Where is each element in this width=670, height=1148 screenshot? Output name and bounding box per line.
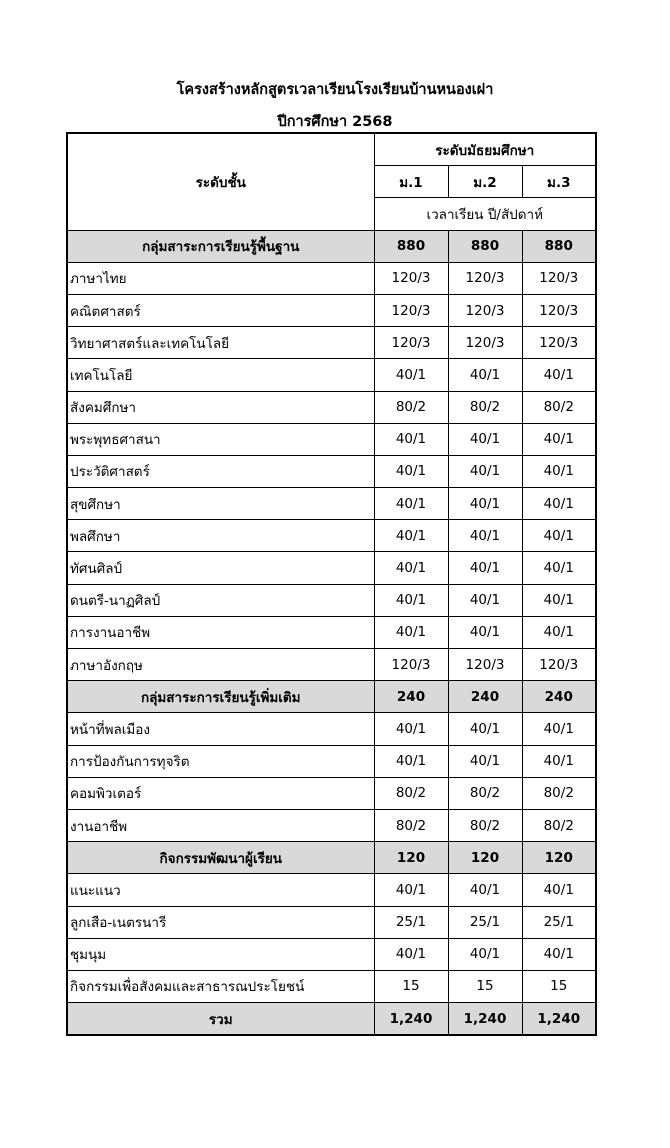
hours-m2: 15 xyxy=(448,970,522,1002)
hours-m1: 40/1 xyxy=(374,552,448,584)
hours-m3: 240 xyxy=(522,681,596,713)
subject-name: ภาษาไทย xyxy=(67,262,374,294)
hours-m2: 120/3 xyxy=(448,262,522,294)
table-row xyxy=(67,874,596,906)
table-row xyxy=(67,327,596,359)
hours-m1: 40/1 xyxy=(374,423,448,455)
hours-m3: 120/3 xyxy=(522,294,596,326)
hours-m1: 40/1 xyxy=(374,713,448,745)
hours-m2: 120 xyxy=(448,842,522,874)
subject-name: การงานอาชีพ xyxy=(67,616,374,648)
hours-m3: 40/1 xyxy=(522,938,596,970)
hours-m3: 40/1 xyxy=(522,423,596,455)
level-label: ระดับชั้น xyxy=(67,133,374,230)
table-row xyxy=(67,938,596,970)
hours-m1: 40/1 xyxy=(374,874,448,906)
group-row xyxy=(67,842,596,874)
group-name: กลุ่มสาระการเรียนรู้เพิ่มเติม xyxy=(67,681,374,713)
subject-name: คณิตศาสตร์ xyxy=(67,294,374,326)
academic-year: ปีการศึกษา 2568 xyxy=(277,114,393,130)
table-row xyxy=(67,584,596,616)
hours-m1: 40/1 xyxy=(374,455,448,487)
hours-m1: 80/2 xyxy=(374,777,448,809)
subject-name: เทคโนโลยี xyxy=(67,359,374,391)
table-row xyxy=(67,359,596,391)
hours-m3: 80/2 xyxy=(522,777,596,809)
subject-name: ภาษาอังกฤษ xyxy=(67,649,374,681)
hours-m3: 80/2 xyxy=(522,809,596,841)
subject-name: ชุมนุม xyxy=(67,938,374,970)
total-label: รวม xyxy=(67,1003,374,1036)
hours-m2: 120/3 xyxy=(448,327,522,359)
subject-name: วิทยาศาสตร์และเทคโนโลยี xyxy=(67,327,374,359)
hours-m1: 120/3 xyxy=(374,327,448,359)
hours-m1: 1,240 xyxy=(374,1003,448,1036)
hours-m1: 120/3 xyxy=(374,649,448,681)
hours-m3: 1,240 xyxy=(522,1003,596,1036)
subject-name: งานอาชีพ xyxy=(67,809,374,841)
table-row xyxy=(67,552,596,584)
table-row xyxy=(67,391,596,423)
hours-m2: 40/1 xyxy=(448,455,522,487)
subject-name: การป้องกันการทุจริต xyxy=(67,745,374,777)
hours-m1: 120 xyxy=(374,842,448,874)
hours-m3: 40/1 xyxy=(522,713,596,745)
table-row xyxy=(67,262,596,294)
hours-m2: 40/1 xyxy=(448,520,522,552)
group-row xyxy=(67,230,596,262)
hours-m2: 880 xyxy=(448,230,522,262)
hours-m1: 40/1 xyxy=(374,488,448,520)
hours-m3: 15 xyxy=(522,970,596,1002)
subject-name: ทัศนศิลป์ xyxy=(67,552,374,584)
hours-m1: 120/3 xyxy=(374,262,448,294)
hours-m1: 25/1 xyxy=(374,906,448,938)
hours-m3: 880 xyxy=(522,230,596,262)
time-label: เวลาเรียน ปี/สัปดาห์ xyxy=(374,198,596,230)
subject-name: ดนตรี-นาฏศิลป์ xyxy=(67,584,374,616)
hours-m3: 80/2 xyxy=(522,391,596,423)
hours-m2: 40/1 xyxy=(448,552,522,584)
hours-m3: 120/3 xyxy=(522,262,596,294)
hours-m2: 120/3 xyxy=(448,649,522,681)
table-row xyxy=(67,294,596,326)
hours-m1: 15 xyxy=(374,970,448,1002)
hours-m1: 80/2 xyxy=(374,391,448,423)
hours-m3: 40/1 xyxy=(522,584,596,616)
hours-m3: 120/3 xyxy=(522,327,596,359)
table-row xyxy=(67,488,596,520)
section-label: ระดับมัธยมศึกษา xyxy=(374,133,596,166)
hours-m2: 80/2 xyxy=(448,391,522,423)
table-row xyxy=(67,423,596,455)
grade-m3: ม.3 xyxy=(522,166,596,198)
hours-m3: 40/1 xyxy=(522,616,596,648)
total-row xyxy=(67,1003,596,1036)
hours-m3: 40/1 xyxy=(522,455,596,487)
hours-m1: 40/1 xyxy=(374,616,448,648)
hours-m2: 40/1 xyxy=(448,874,522,906)
subject-name: หน้าที่พลเมือง xyxy=(67,713,374,745)
hours-m2: 40/1 xyxy=(448,745,522,777)
hours-m2: 40/1 xyxy=(448,616,522,648)
table-row xyxy=(67,520,596,552)
hours-m2: 40/1 xyxy=(448,359,522,391)
table-row xyxy=(67,906,596,938)
hours-m1: 40/1 xyxy=(374,938,448,970)
table-row xyxy=(67,777,596,809)
hours-m1: 120/3 xyxy=(374,294,448,326)
table-row xyxy=(67,745,596,777)
hours-m3: 40/1 xyxy=(522,874,596,906)
hours-m1: 240 xyxy=(374,681,448,713)
hours-m1: 40/1 xyxy=(374,745,448,777)
hours-m3: 40/1 xyxy=(522,488,596,520)
hours-m2: 40/1 xyxy=(448,423,522,455)
hours-m3: 40/1 xyxy=(522,359,596,391)
table-row xyxy=(67,970,596,1002)
hours-m1: 80/2 xyxy=(374,809,448,841)
hours-m3: 25/1 xyxy=(522,906,596,938)
hours-m3: 40/1 xyxy=(522,520,596,552)
group-name: กลุ่มสาระการเรียนรู้พื้นฐาน xyxy=(67,230,374,262)
grade-m2: ม.2 xyxy=(448,166,522,198)
hours-m2: 40/1 xyxy=(448,584,522,616)
subject-name: ประวัติศาสตร์ xyxy=(67,455,374,487)
table-row xyxy=(67,649,596,681)
hours-m2: 80/2 xyxy=(448,809,522,841)
group-name: กิจกรรมพัฒนาผู้เรียน xyxy=(67,842,374,874)
table-row xyxy=(67,809,596,841)
subject-name: พระพุทธศาสนา xyxy=(67,423,374,455)
hours-m2: 40/1 xyxy=(448,488,522,520)
hours-m1: 40/1 xyxy=(374,584,448,616)
group-row xyxy=(67,681,596,713)
subject-name: พลศึกษา xyxy=(67,520,374,552)
subject-name: คอมพิวเตอร์ xyxy=(67,777,374,809)
hours-m3: 120/3 xyxy=(522,649,596,681)
header-row xyxy=(67,133,596,166)
hours-m2: 40/1 xyxy=(448,713,522,745)
table-row xyxy=(67,713,596,745)
hours-m3: 40/1 xyxy=(522,745,596,777)
hours-m2: 25/1 xyxy=(448,906,522,938)
hours-m3: 40/1 xyxy=(522,552,596,584)
hours-m1: 40/1 xyxy=(374,359,448,391)
hours-m2: 120/3 xyxy=(448,294,522,326)
table-row xyxy=(67,616,596,648)
curriculum-table xyxy=(66,132,597,1036)
hours-m2: 80/2 xyxy=(448,777,522,809)
subject-name: แนะแนว xyxy=(67,874,374,906)
table-row xyxy=(67,455,596,487)
hours-m1: 40/1 xyxy=(374,520,448,552)
subject-name: สุขศึกษา xyxy=(67,488,374,520)
document-title: โครงสร้างหลักสูตรเวลาเรียนโรงเรียนบ้านหนองเผ่า xyxy=(176,82,494,98)
hours-m3: 120 xyxy=(522,842,596,874)
hours-m2: 240 xyxy=(448,681,522,713)
hours-m2: 40/1 xyxy=(448,938,522,970)
subject-name: สังคมศึกษา xyxy=(67,391,374,423)
grade-m1: ม.1 xyxy=(374,166,448,198)
hours-m2: 1,240 xyxy=(448,1003,522,1036)
subject-name: ลูกเสือ-เนตรนารี xyxy=(67,906,374,938)
hours-m1: 880 xyxy=(374,230,448,262)
subject-name: กิจกรรมเพื่อสังคมและสาธารณประโยชน์ xyxy=(67,970,374,1002)
